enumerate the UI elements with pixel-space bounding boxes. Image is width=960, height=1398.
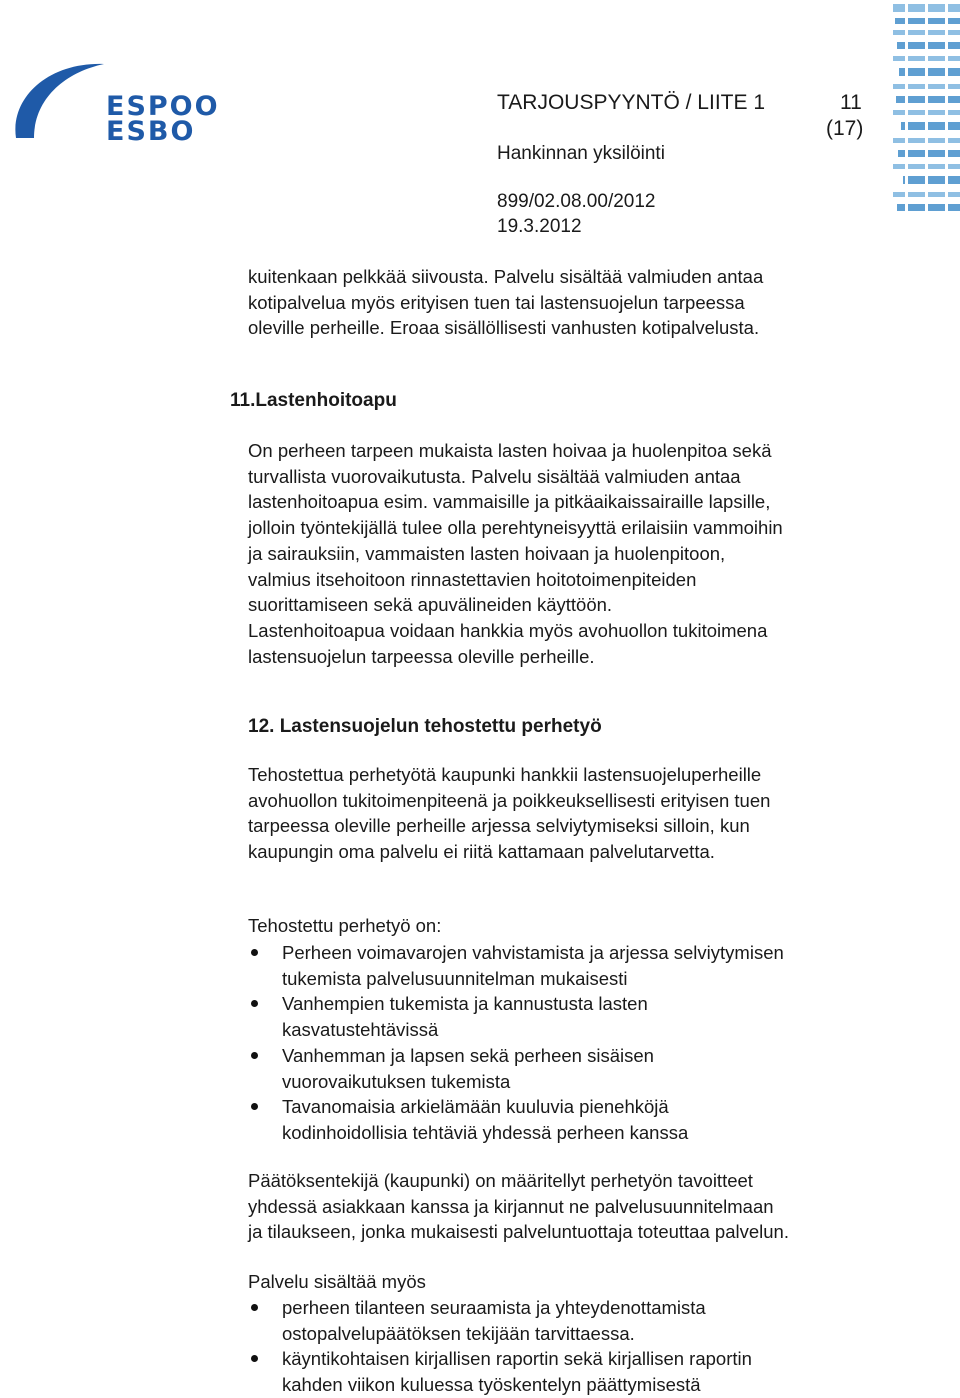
document-subtitle: Hankinnan yksilöinti — [497, 143, 665, 164]
logo-text-espoo: ESPOO — [106, 91, 220, 122]
section-11-heading: 11.Lastenhoitoapu — [230, 390, 397, 411]
page-number: 11 — [840, 91, 862, 114]
bullet-icon — [251, 1052, 258, 1059]
section-12-paragraph: Tehostettua perhetyötä kaupunki hankkii lastensuojeluperheille avohuollon tukitoimenpiteenä ja poikkeuksellisesti erityisen tuen tarpeessa oleville perheille arjessa selviytymiseksi silloin, kun kaupungin oma palvelu ei riitä kattamaan palvelutarvetta. — [248, 764, 771, 863]
logo-swoosh-icon — [8, 58, 118, 148]
bullet-icon — [251, 1304, 258, 1311]
tehostettu-list — [248, 940, 784, 1146]
palvelu-list — [248, 1295, 752, 1398]
logo-text-esbo: ESBO — [106, 116, 196, 147]
tehostettu-label: Tehostettu perhetyö on: — [248, 915, 442, 936]
list-item: Vanhempien tukemista ja kannustusta lasten kasvatustehtävissä — [248, 991, 784, 1042]
document-date: 19.3.2012 — [497, 216, 582, 237]
section-11-paragraph: On perheen tarpeen mukaista lasten hoivaa ja huolenpitoa sekä turvallista vuorovaikutusta. Palvelu sisältää valmiuden antaa lastenhoitoapua esim. vammaisille ja pitkäaikaissairaille lapsille, jolloin työntekijällä tulee olla perehtyneisyyttä erilaisiin vammoihin ja sairauksiin, vammaisten lasten hoivaan ja huolenpitoon, valmius itsehoitoon rinnastettavien hoitotoimenpiteiden suorittamiseen sekä apuvälineiden käyttöön. Lastenhoitoapua voidaan hankkia myös avohuollon tukitoimena lastensuojelun tarpeessa oleville perheille. — [248, 440, 783, 667]
section-12-heading: 12. Lastensuojelun tehostettu perhetyö — [248, 716, 602, 737]
bullet-icon — [251, 1355, 258, 1362]
palvelu-label: Palvelu sisältää myös — [248, 1271, 426, 1292]
header-decoration — [893, 4, 960, 220]
list-item: perheen tilanteen seuraamista ja yhteydenottamista ostopalvelupäätöksen tekijään tarvittaessa. — [248, 1295, 752, 1346]
bullet-icon — [251, 949, 258, 956]
list-item: käyntikohtaisen kirjallisen raportin sekä kirjallisen raportin kahden viikon kuluessa työskentelyn päättymisestä — [248, 1346, 752, 1397]
intro-paragraph: kuitenkaan pelkkää siivousta. Palvelu sisältää valmiuden antaa kotipalvelua myös erityisen tuen tai lastensuojelun tarpeessa oleville perheille. Eroaa sisällöllisesti vanhusten kotipalvelusta. — [248, 266, 764, 339]
bullet-icon — [251, 1103, 258, 1110]
espoo-logo — [8, 58, 220, 148]
page-total: (17) — [826, 117, 864, 140]
list-item: Perheen voimavarojen vahvistamista ja arjessa selviytymisen tukemista palvelusuunnitelman mukaisesti — [248, 940, 784, 991]
list-item: Vanhemman ja lapsen sekä perheen sisäisen vuorovaikutuksen tukemista — [248, 1043, 784, 1094]
bullet-icon — [251, 1000, 258, 1007]
paatos-paragraph: Päätöksentekijä (kaupunki) on määritellyt perhetyön tavoitteet yhdessä asiakkaan kanssa ja kirjannut ne palvelusuunnitelmaan ja tilaukseen, jonka mukaisesti palveluntuottaja toteuttaa palvelun. — [248, 1170, 789, 1243]
document-title: TARJOUSPYYNTÖ / LIITE 1 — [497, 91, 765, 114]
list-item: Tavanomaisia arkielämään kuuluvia pienehköjä kodinhoidollisia tehtäviä yhdessä perheen kanssa — [248, 1094, 784, 1145]
reference-number: 899/02.08.00/2012 — [497, 191, 656, 212]
